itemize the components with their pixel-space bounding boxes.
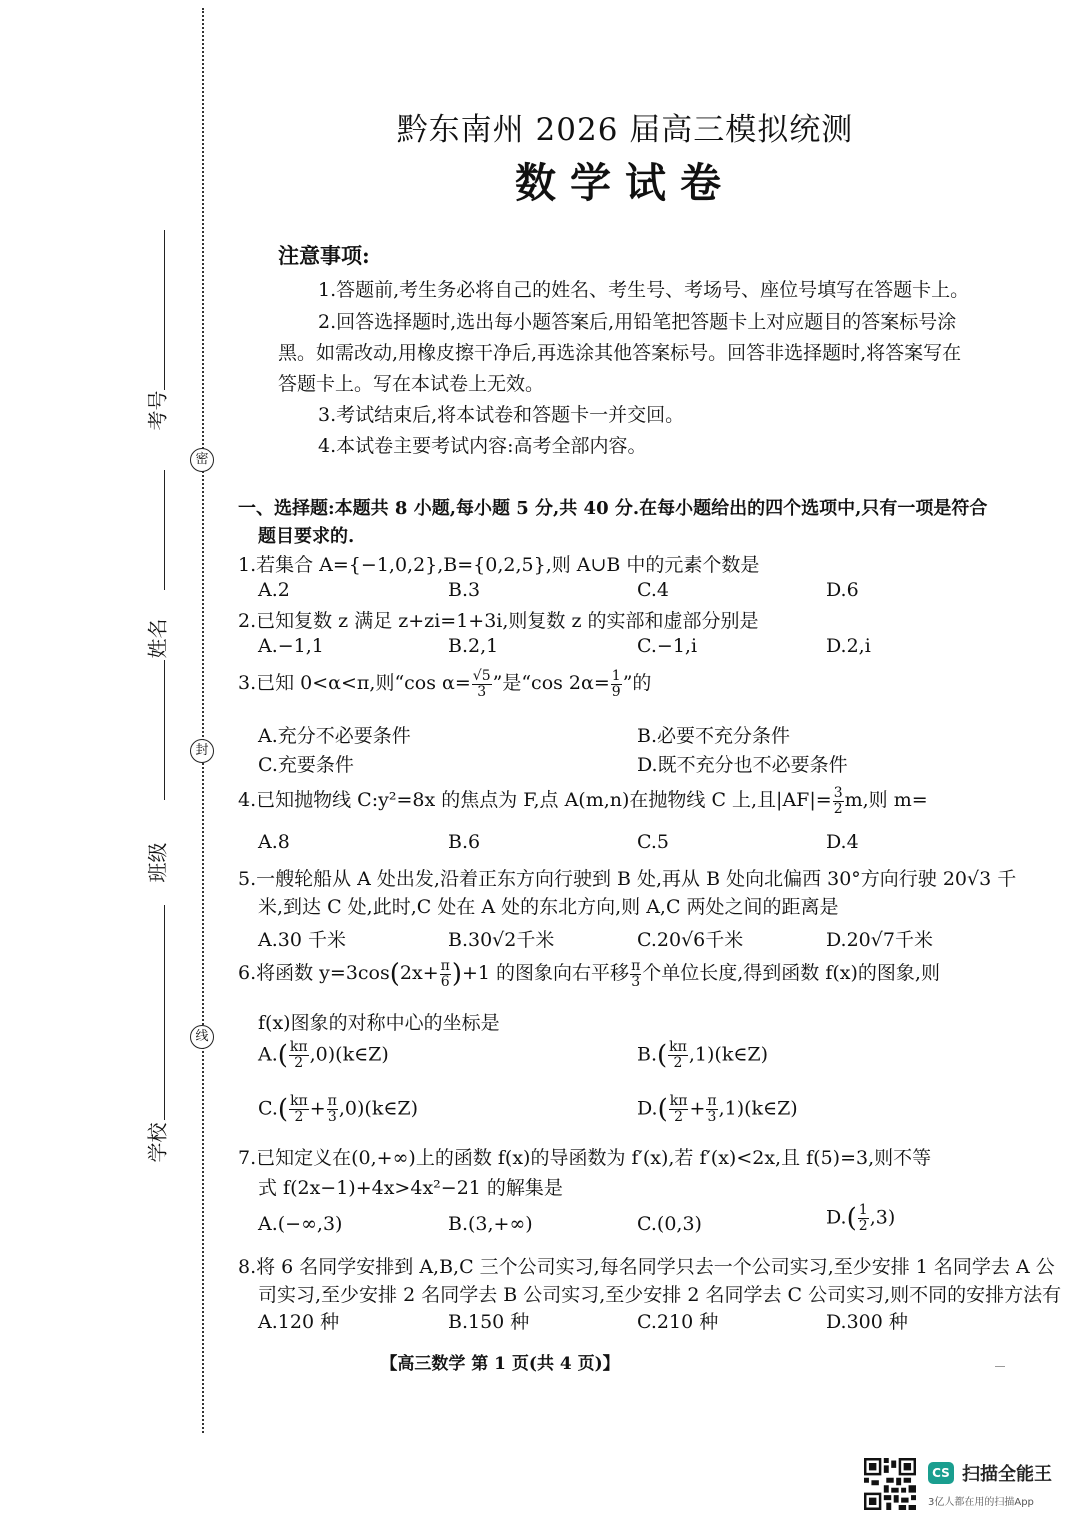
q6-pre: 6.将函数 y=3cos	[238, 962, 390, 984]
scan-mark	[995, 1366, 1005, 1367]
q3-f1-den: 3	[477, 683, 487, 700]
q6-d-post: ,1)(k∈Z)	[718, 1097, 798, 1120]
q6-post: 个单位长度,得到函数 f(x)的图象,则	[642, 962, 940, 984]
note-line: 答题卡上。写在本试卷上无效。	[278, 373, 545, 395]
q3-option-c: C.充要条件	[258, 754, 354, 776]
q4-f-den: 2	[833, 800, 843, 817]
q2-option-d: D.2,i	[826, 635, 871, 657]
q6-c-num2: π	[327, 1093, 337, 1109]
q6-option-d	[637, 1094, 798, 1125]
q8-stem-line1: 8.将 6 名同学安排到 A,B,C 三个公司实习,每名同学只去一个公司实习,至少安排 1 名同学去 A 公	[238, 1256, 1055, 1278]
q4-option-b: B.6	[448, 831, 481, 853]
camscanner-tagline: 3亿人都在用的扫描App	[928, 1497, 1034, 1508]
q1-option-d: D.6	[826, 579, 859, 601]
q6-c-fraction-2	[327, 1094, 338, 1125]
q5-option-c: C.20√6千米	[637, 929, 744, 951]
q3-stem-mid: ”是“cos 2α=	[492, 672, 610, 694]
q1-stem: 1.若集合 A={−1,0,2},B={0,2,5},则 A∪B 中的元素个数是	[238, 554, 760, 576]
q6-c-paren: (	[277, 1094, 289, 1125]
q6-a-paren: (	[277, 1040, 288, 1071]
q6-fraction-2	[630, 959, 641, 990]
name-label: 姓名	[145, 618, 170, 659]
name-underline	[164, 470, 165, 590]
q6-in: 2x+	[399, 962, 439, 984]
q6-fraction-1	[440, 959, 451, 990]
q6-c-den: 2	[294, 1109, 304, 1125]
camscanner-logo-icon: CS	[928, 1462, 954, 1484]
q7-d-paren: (	[846, 1203, 857, 1234]
q6-b-label: B.	[637, 1043, 658, 1066]
q6-f1-den: 6	[440, 973, 450, 990]
q3-fraction-2	[611, 669, 622, 700]
q6-d-fraction-2	[706, 1094, 717, 1125]
q6-a-post: ,0)(k∈Z)	[309, 1043, 389, 1066]
q3-stem-pre: 3.已知 0<α<π,则“cos α=	[238, 672, 471, 694]
q6-b-num: kπ	[669, 1039, 687, 1055]
q6-d-den: 2	[674, 1109, 684, 1125]
q6-c-fraction-1	[289, 1094, 309, 1125]
q8-stem-line2: 司实习,至少安排 2 名同学去 B 公司实习,至少安排 2 名同学去 C 公司实习,则不同的安排方法有	[258, 1284, 1062, 1306]
q4-option-a: A.8	[258, 831, 290, 853]
q4-stem-post: m,则 m=	[844, 789, 928, 811]
q6-c-label: C.	[258, 1097, 278, 1120]
q6-d-num2: π	[707, 1093, 717, 1109]
seal-feng: 封	[190, 739, 214, 763]
q8-option-a: A.120 种	[258, 1311, 340, 1333]
q8-option-d: D.300 种	[826, 1311, 908, 1333]
q3-stem	[238, 668, 651, 700]
q2-option-a: A.−1,1	[258, 635, 324, 657]
q6-d-den2: 3	[707, 1109, 717, 1125]
q2-stem: 2.已知复数 z 满足 z+zi=1+3i,则复数 z 的实部和虚部分别是	[238, 610, 759, 632]
q6-d-label: D.	[637, 1097, 658, 1120]
class-label: 班级	[145, 842, 170, 883]
exam-number-underline	[164, 230, 165, 390]
q3-option-a: A.充分不必要条件	[258, 725, 411, 747]
note-line: 黑。如需改动,用橡皮擦干净后,再选涂其他答案标号。回答非选择题时,将答案写在	[278, 342, 962, 364]
school-underline	[164, 905, 165, 1120]
q7-stem-line2: 式 f(2x−1)+4x>4x²−21 的解集是	[258, 1177, 563, 1199]
q6-c-den2: 3	[327, 1109, 337, 1125]
q6-d-paren: (	[657, 1094, 668, 1125]
q6-stem-line1	[238, 958, 940, 990]
q6-a-num: kπ	[289, 1039, 308, 1055]
camscanner-name: 扫描全能王	[962, 1464, 1052, 1485]
q6-d-plus: +	[689, 1097, 706, 1120]
q6-f1-num: π	[440, 957, 450, 974]
section-heading: 一、选择题:本题共 8 小题,每小题 5 分,共 40 分.在每小题给出的四个选项中,只有一项是符合	[238, 498, 988, 519]
q3-stem-post: ”的	[622, 672, 652, 694]
q5-option-b: B.30√2千米	[448, 929, 555, 951]
qr-code-icon	[864, 1458, 916, 1510]
q6-f2-num: π	[631, 957, 641, 974]
q4-stem-pre: 4.已知抛物线 C:y²=8x 的焦点为 F,点 A(m,n)在抛物线 C 上,且|AF|=	[238, 789, 832, 811]
q8-option-c: C.210 种	[637, 1311, 719, 1333]
seal-xian: 线	[190, 1025, 214, 1049]
q6-rparen: )	[451, 959, 462, 989]
q7-option-c: C.(0,3)	[637, 1213, 702, 1235]
q2-option-c: C.−1,i	[637, 635, 698, 657]
q6-stem-line2: f(x)图象的对称中心的坐标是	[258, 1012, 500, 1034]
q7-d-label: D.	[826, 1206, 847, 1229]
notes-heading: 注意事项:	[278, 243, 370, 268]
note-line: 2.回答选择题时,选出每小题答案后,用铅笔把答题卡上对应题目的答案标号涂	[318, 311, 957, 333]
q1-option-c: C.4	[637, 579, 669, 601]
q4-stem	[238, 785, 928, 817]
q6-option-b	[637, 1040, 768, 1071]
q4-option-d: D.4	[826, 831, 859, 853]
q6-b-den: 2	[673, 1055, 683, 1071]
q5-stem-line1: 5.一艘轮船从 A 处出发,沿着正东方向行驶到 B 处,再从 B 处向北偏西 30°方向行驶 20√3 千	[238, 868, 1017, 890]
school-label: 学校	[145, 1122, 170, 1163]
q6-b-paren: (	[657, 1040, 668, 1071]
section-heading-cont: 题目要求的.	[258, 526, 355, 547]
q6-option-a	[258, 1040, 389, 1071]
exam-number-label: 考号	[145, 390, 170, 431]
class-underline	[164, 660, 165, 800]
q3-option-d: D.既不充分也不必要条件	[637, 754, 848, 776]
q7-stem-line1: 7.已知定义在(0,+∞)上的函数 f(x)的导函数为 f′(x),若 f′(x)<2x,且 f(5)=3,则不等	[238, 1147, 932, 1169]
q4-fraction	[833, 786, 844, 817]
q1-option-b: B.3	[448, 579, 481, 601]
q3-option-b: B.必要不充分条件	[637, 725, 791, 747]
note-line: 3.考试结束后,将本试卷和答题卡一并交回。	[318, 404, 685, 426]
q6-a-fraction	[289, 1040, 309, 1071]
q6-f2-den: 3	[631, 973, 641, 990]
q3-fraction-1	[472, 669, 492, 700]
page-footer: 【高三数学 第 1 页(共 4 页)】	[380, 1354, 620, 1374]
q7-d-num: 1	[858, 1202, 868, 1218]
q6-lparen: (	[389, 959, 400, 989]
seal-mi: 密	[190, 448, 214, 472]
paper-title: 数学试卷	[515, 159, 735, 207]
q3-f2-num: 1	[611, 667, 621, 684]
q6-c-num: kπ	[290, 1093, 308, 1109]
q7-option-b: B.(3,+∞)	[448, 1213, 533, 1235]
q7-option-a: A.(−∞,3)	[258, 1213, 343, 1235]
q6-d-fraction-1	[669, 1094, 689, 1125]
q3-f1-num: √5	[472, 667, 491, 684]
q6-c-plus: +	[309, 1097, 326, 1120]
q6-b-post: ,1)(k∈Z)	[688, 1043, 769, 1066]
note-line: 4.本试卷主要考试内容:高考全部内容。	[318, 435, 647, 457]
q7-d-fraction	[858, 1203, 869, 1234]
q6-b-fraction	[668, 1040, 688, 1071]
q8-option-b: B.150 种	[448, 1311, 530, 1333]
binding-dotted-line	[202, 8, 204, 1433]
q5-stem-line2: 米,到达 C 处,此时,C 处在 A 处的东北方向,则 A,C 两处之间的距离是	[258, 896, 839, 918]
q6-a-den: 2	[294, 1055, 304, 1071]
q1-option-a: A.2	[258, 579, 290, 601]
q7-d-post: ,3)	[869, 1206, 896, 1229]
q7-option-d	[826, 1203, 895, 1234]
q6-c-post: ,0)(k∈Z)	[338, 1097, 419, 1120]
q4-f-num: 3	[833, 784, 843, 801]
q6-d-num: kπ	[669, 1093, 688, 1109]
q6-a-label: A.	[258, 1043, 278, 1066]
q4-option-c: C.5	[637, 831, 669, 853]
q6-mid: +1 的图象向右平移	[462, 962, 630, 984]
exam-title: 黔东南州 2026 届高三模拟统测	[396, 112, 854, 148]
note-line: 1.答题前,考生务必将自己的姓名、考生号、考场号、座位号填写在答题卡上。	[318, 279, 970, 301]
q2-option-b: B.2,1	[448, 635, 499, 657]
q5-option-d: D.20√7千米	[826, 929, 933, 951]
q3-f2-den: 9	[611, 683, 621, 700]
q7-d-den: 2	[858, 1218, 868, 1234]
q6-option-c	[258, 1094, 418, 1125]
q5-option-a: A.30 千米	[258, 929, 346, 951]
